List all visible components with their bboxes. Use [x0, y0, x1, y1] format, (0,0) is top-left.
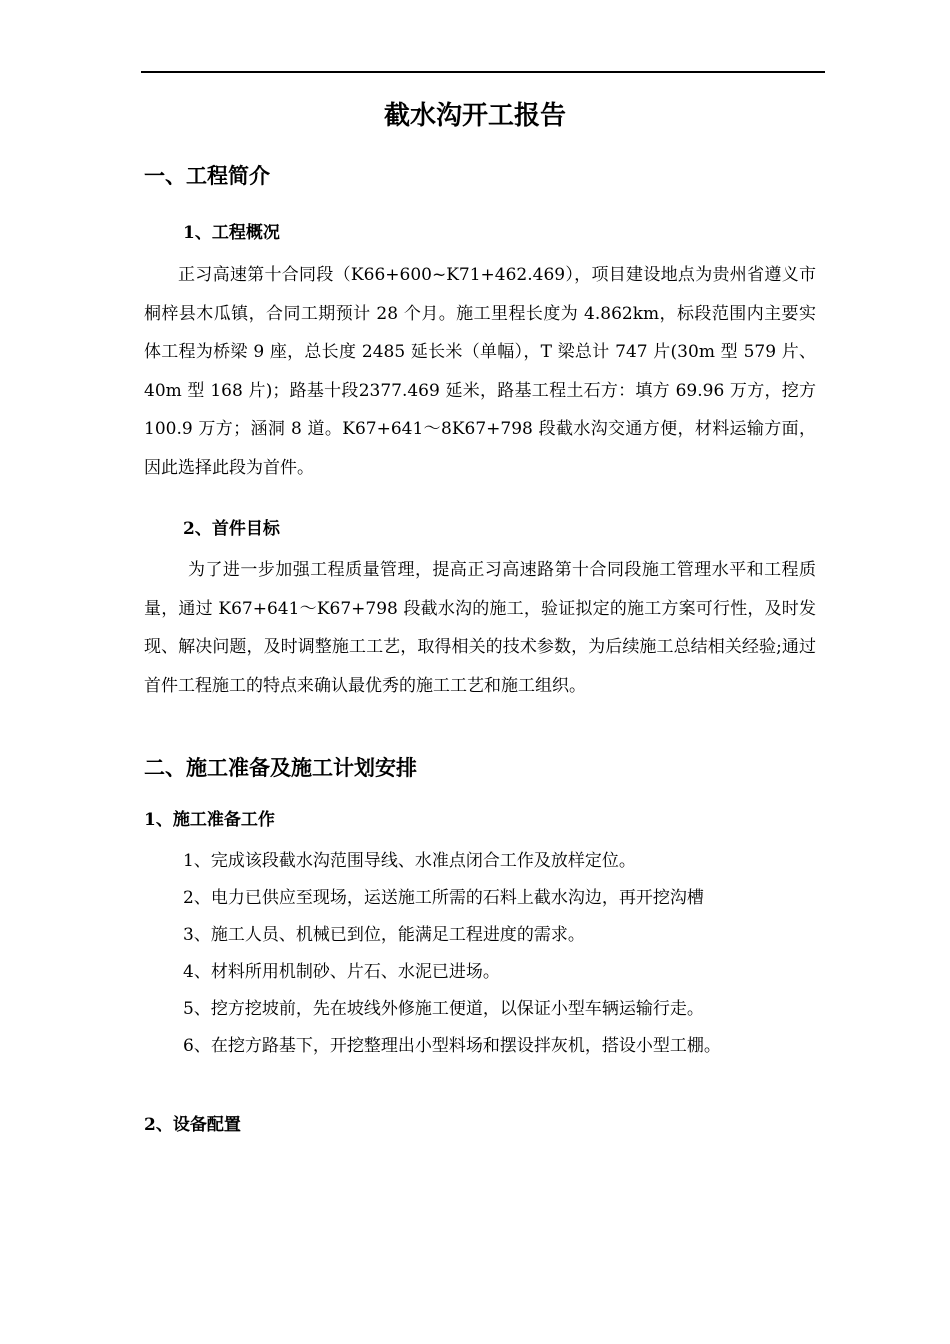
subsection-2-2-heading: 2、设备配置 [144, 1115, 241, 1135]
header-rule [141, 71, 825, 73]
document-title: 截水沟开工报告 [383, 101, 566, 131]
prep-item-4: 4、材料所用机制砂、片石、水泥已进场。 [183, 962, 500, 982]
first-piece-goal-paragraph: 为了进一步加强工程质量管理，提高正习高速路第十合同段施工管理水平和工程质量，通过 K67+641～K67+798 段截水沟的施工，验证拟定的施工方案可行性，及时发现、解决问题，及时调整施工工艺，取得相关的技术参数，为后续施工总结相关经验;通过首件工程施工的特点来确认最优秀的施工工艺和施工组织。 [144, 560, 816, 696]
subsection-1-1-heading: 1、工程概况 [183, 223, 280, 243]
subsection-2-1-heading: 1、施工准备工作 [144, 810, 275, 830]
subsection-1-2-heading: 2、首件目标 [183, 519, 280, 539]
prep-item-3: 3、施工人员、机械已到位，能满足工程进度的需求。 [183, 925, 585, 945]
prep-item-1: 1、完成该段截水沟范围导线、水准点闭合工作及放样定位。 [183, 851, 636, 871]
prep-item-5: 5、挖方挖坡前，先在坡线外修施工便道，以保证小型车辆运输行走。 [183, 999, 704, 1019]
section-1-heading: 一、工程简介 [144, 163, 270, 188]
project-overview-paragraph: 正习高速第十合同段（K66+600~K71+462.469），项目建设地点为贵州省遵义市桐梓县木瓜镇，合同工期预计 28 个月。施工里程长度为 4.862km，标段范围内主要实体工程为桥梁 9 座，总长度 2485 延长米（单幅），T 梁总计 747 片(30m 型 579 片、40m 型 168 片)；路基十段2377.469 延米，路基工程土石方：填方 69.96 万方，挖方 100.9 万方；涵洞 8 道。K67+641～8K67+798 段截水沟交通方便，材料运输方面，因此选择此段为首件。 [144, 265, 816, 478]
prep-item-2: 2、电力已供应至现场，运送施工所需的石料上截水沟边，再开挖沟槽 [183, 888, 704, 908]
section-2-heading: 二、施工准备及施工计划安排 [144, 755, 417, 780]
prep-item-6: 6、在挖方路基下，开挖整理出小型料场和摆设拌灰机，搭设小型工棚。 [183, 1036, 721, 1056]
